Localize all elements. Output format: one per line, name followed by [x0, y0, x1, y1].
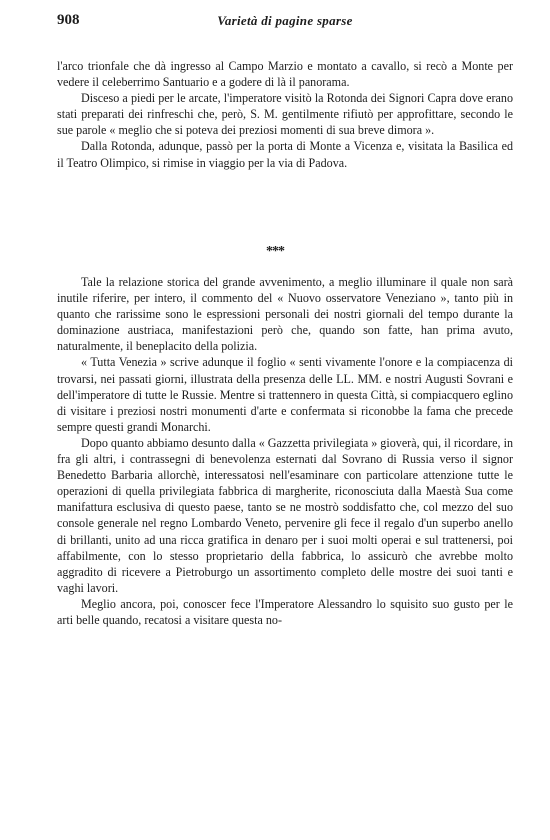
- paragraph: Dopo quanto abbiamo desunto dalla « Gazzetta privilegiata » gioverà, qui, il ricordare, in fra gli altri, i contrassegni di benevolenza esternati dal Sovrano di Russia verso il signor Benedetto Barbaria allorchè, interessatosi nell'esaminare con particolare attenzione tutte le operazioni di quella privilegiata fabbrica di margherite, riconosciuta dalla Maestà Sua come manifattura esclusiva di questo paese, tanto se ne mostrò soddisfatto che, col mezzo del suo console generale nel regno Lombardo Veneto, pervenire gli fece il regalo d'un superbo anello di brillanti, unito ad una ricca gratifica in denaro per i suoi molti operai e sul trattenersi, poi affabilmente, con lo stesso proprietario della fabbrica, lo assicurò che avrebbe molto aggradito di ricevere a Pietroburgo un assortimento completo delle mostre dei suoi tanti e vaghi lavori.: [57, 435, 513, 595]
- paragraph: « Tutta Venezia » scrive adunque il foglio « senti vivamente l'onore e la compiacenza di trovarsi, nei passati giorni, illustrata della presenza delle LL. MM. e nostri Augusti Sovrani e dell'imperatore di tutte le Russie. Mentre si trattennero in questa Città, si compiacquero eglino di visitare i preziosi nostri monumenti d'arte e confermata si riconobbe la fama che precede sempre questi grandi Monarchi.: [57, 355, 513, 434]
- paragraph: Meglio ancora, poi, conoscer fece l'Imperatore Alessandro lo squisito suo gusto per le arti belle quando, recatosi a visitare questa no-: [57, 596, 513, 627]
- paragraph: Disceso a piedi per le arcate, l'imperatore visitò la Rotonda dei Signori Capra dove erano stati preparati dei rinfreschi che, però, S. M. gentilmente rifiutò per approfittare, secondo le sue parole « meglio che si poteva dei preziosi momenti di sua breve dimora ».: [57, 91, 513, 138]
- text-block-top: [57, 58, 513, 171]
- paragraph: Tale la relazione storica del grande avvenimento, a meglio illuminare il quale non sarà inutile riferire, per intero, il commento del « Nuovo osservatore Veneziano », tanto più in quanto che rarissime sono le espressioni personali dei nostri giornali del tempo durante la dominazione austriaca, manifestazioni però che, quando son fatte, han prima avuto, naturalmente, il beneplacito della polizia.: [57, 275, 513, 354]
- paragraph: Dalla Rotonda, adunque, passò per la porta di Monte a Vicenza e, visitata la Basilica ed il Teatro Olimpico, si rimise in viaggio per la via di Padova.: [57, 139, 513, 170]
- running-title: Varietà di pagine sparse: [217, 13, 353, 28]
- paragraph-continuation: l'arco trionfale che dà ingresso al Campo Marzio e montato a cavallo, si recò a Monte per vedere il celeberrimo Santuario e a godere di là il panorama.: [57, 59, 513, 90]
- section-separator: ***: [266, 244, 284, 259]
- page-number: 908: [57, 12, 80, 28]
- text-block-main: [57, 274, 513, 628]
- page-header: [57, 12, 513, 32]
